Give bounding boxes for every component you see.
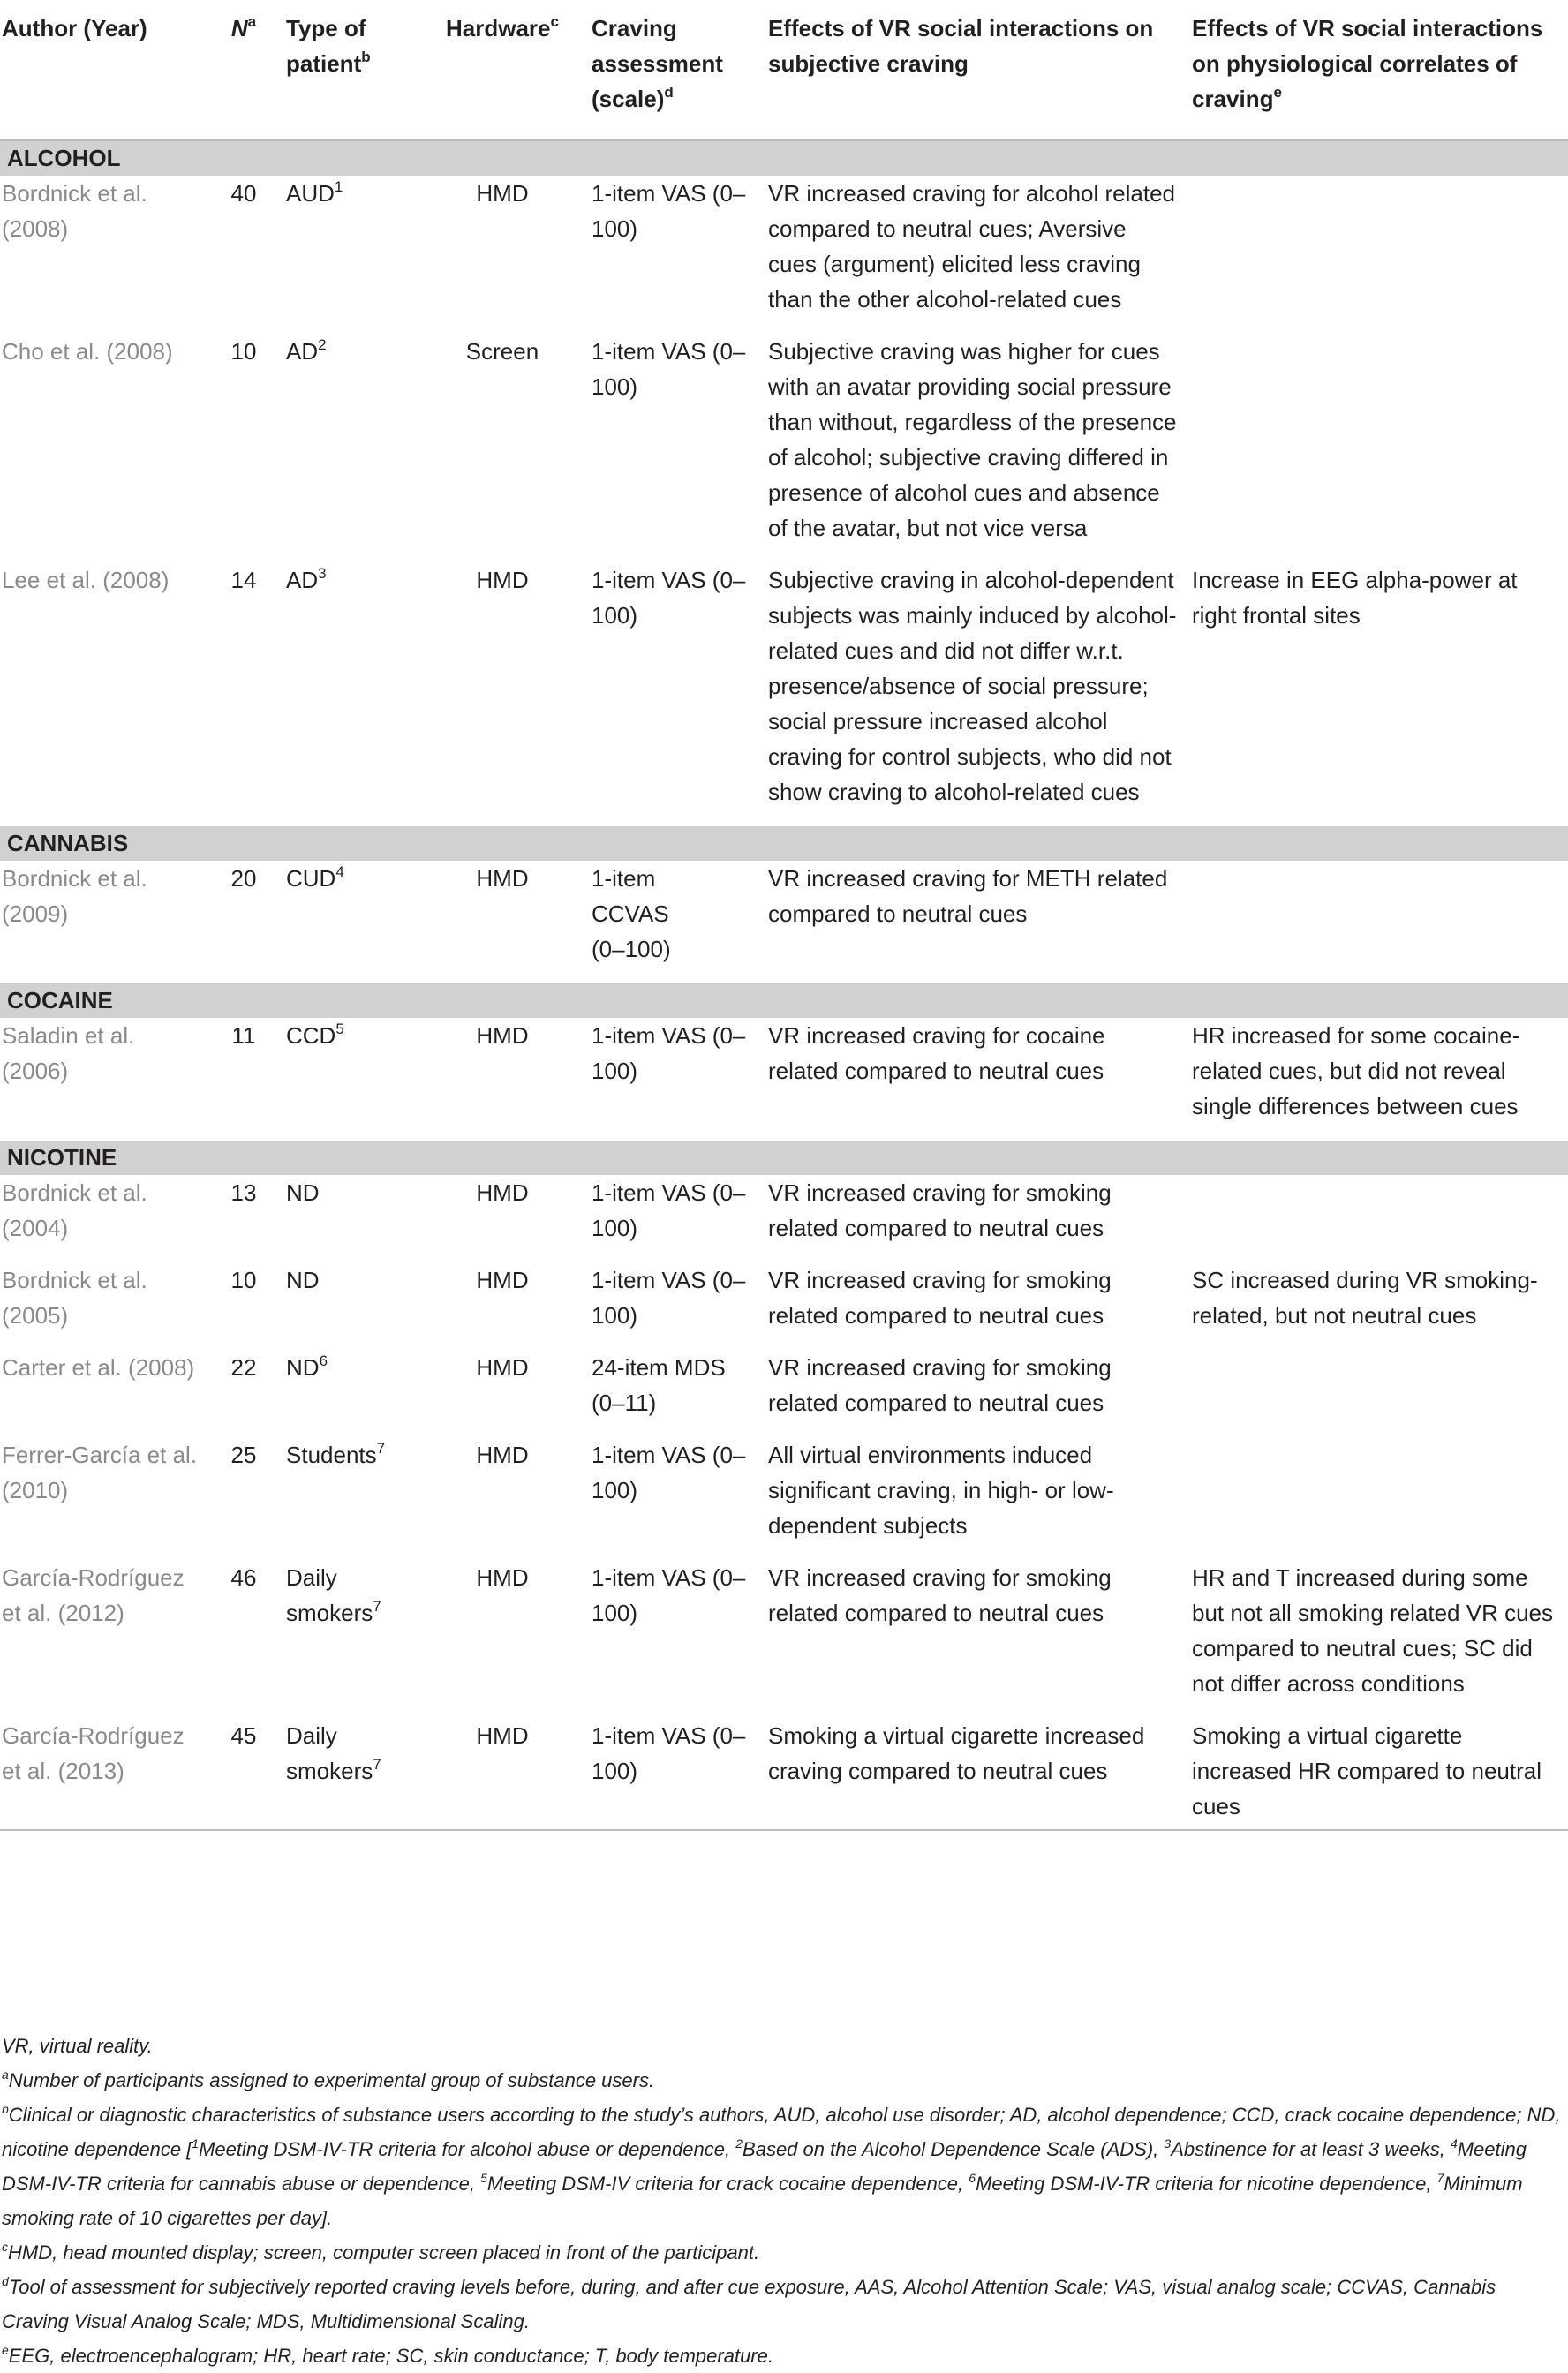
- cell-subjective: Subjective craving in alcohol-dependent subjects was mainly induced by alcohol-related cues and did not differ w.r.t. presence/absence of social pressure; social pressure increased alcohol craving for control subjects, who did not show craving to alcohol-related cues: [768, 567, 1177, 805]
- cell-physio: HR and T increased during some but not all smoking related VR cues compared to neutral cues; SC did not differ across conditions: [1192, 1564, 1553, 1697]
- cell-author: Carter et al. (2008): [2, 1354, 195, 1381]
- col-craving-header: Craving assessment (scale)$^d$: [592, 15, 723, 112]
- section-label: NICOTINE: [0, 1141, 1568, 1175]
- cell-author: Bordnick et al. (2008): [2, 180, 147, 242]
- section-cannabis: [0, 826, 1568, 861]
- cell-subjective: VR increased craving for cocaine related compared to neutral cues: [768, 1022, 1105, 1084]
- footnote-e: $^e$EEG, electroencephalogram; HR, heart rate; SC, skin conductance; T, body temperature.: [2, 2343, 773, 2367]
- table-row: [0, 1175, 1568, 1262]
- cell-subjective: VR increased craving for smoking related compared to neutral cues: [768, 1267, 1112, 1329]
- cell-subjective: VR increased craving for smoking related compared to neutral cues: [768, 1179, 1112, 1241]
- cell-physio: [1185, 1350, 1568, 1437]
- col-author-header: Author (Year): [2, 15, 147, 41]
- cell-n: 10: [230, 1267, 257, 1293]
- cell-n: 14: [230, 567, 257, 593]
- cell-patient: $AD^2$: [286, 336, 327, 365]
- col-hardware-header: Hardware$^c$: [446, 13, 559, 41]
- cell-physio: [1185, 861, 1568, 983]
- cell-n: 40: [230, 180, 257, 207]
- cell-physio: [1185, 1437, 1568, 1560]
- cell-patient: Daily smokers$^7$: [279, 1718, 420, 1830]
- footnote-d: $^d$Tool of assessment for subjectively reported craving levels before, during, and after cue exposure, AAS, Alcohol Attention Scale; VAS, visual analog scale; CCVAS, Cannabis Craving Visual Analog Scale; MDS, Multidimensional Scaling.: [2, 2274, 1496, 2332]
- cell-patient: AUD$^1$: [286, 178, 343, 207]
- cell-patient: ND: [286, 1179, 320, 1206]
- cell-assessment: 1-item VAS (0–100): [592, 1442, 746, 1503]
- col-n-header: $N^a$: [230, 13, 257, 41]
- cell-hardware: HMD: [476, 1564, 529, 1591]
- cell-hardware: HMD: [476, 567, 529, 593]
- table-footnotes: [2, 2029, 1564, 2373]
- cell-assessment: 1-item VAS (0–100): [592, 1267, 746, 1329]
- cell-patient: $AD^3$: [286, 565, 327, 593]
- cell-n: 46: [230, 1564, 257, 1591]
- cell-hardware: HMD: [476, 1354, 529, 1381]
- cell-hardware: HMD: [476, 1179, 529, 1206]
- cell-physio: HR increased for some cocaine-related cues, but did not reveal single differences between cues: [1192, 1022, 1520, 1119]
- cell-assessment: 1-item VAS (0–100): [592, 180, 746, 242]
- cell-n: 13: [230, 1179, 257, 1206]
- table-row: [0, 334, 1568, 562]
- cell-assessment: 1-item VAS (0–100): [592, 1564, 746, 1626]
- table-row: [0, 1560, 1568, 1718]
- cell-n: 22: [230, 1354, 257, 1381]
- cell-assessment: 1-item CCVAS (0–100): [592, 865, 671, 962]
- cell-n: 25: [230, 1442, 257, 1468]
- footnote-b: $^b$Clinical or diagnostic characteristics of substance users according to the study’s authors, AUD, alcohol use disorder; AD, alcohol dependence; CCD, crack cocaine dependence; ND, nicotine dependence [$^1$Meeting DSM-IV-TR criteria for alcohol abuse or dependence, $^2$Based on the Alcohol Dependence Scale (ADS), $^3$Abstinence for at least 3 weeks, $^4$Meeting DSM-IV-TR criteria for cannabis abuse or dependence, $^5$Meeting DSM-IV criteria for crack cocaine dependence, $^6$Meeting DSM-IV-TR criteria for nicotine dependence, $^7$Minimum smoking rate of 10 cigarettes per day].: [2, 2102, 1561, 2229]
- cell-subjective: VR increased craving for smoking related compared to neutral cues: [768, 1354, 1112, 1416]
- table-row: [0, 1437, 1568, 1560]
- cell-patient: Students$^7$: [286, 1440, 386, 1468]
- col-subjective-header: Effects of VR social interactions on subjective craving: [768, 15, 1154, 77]
- cell-patient: ND: [286, 1267, 320, 1293]
- cell-subjective: VR increased craving for alcohol related compared to neutral cues; Aversive cues (argument) elicited less craving than the other alcohol-related cues: [768, 180, 1176, 313]
- cell-hardware: HMD: [476, 1442, 529, 1468]
- cell-author: García-Rodríguez et al. (2013): [0, 1718, 208, 1830]
- cell-physio: [1185, 176, 1568, 334]
- cell-subjective: Subjective craving was higher for cues with an avatar providing social pressure than without, regardless of the presence of alcohol; subjective craving differed in presence of alcohol cues and absence of the avatar, but not vice versa: [768, 338, 1177, 541]
- cell-author: García-Rodríguez et al. (2012): [2, 1564, 185, 1626]
- footnote-c: $^c$HMD, head mounted display; screen, computer screen placed in front of the participant.: [2, 2240, 760, 2264]
- section-label: ALCOHOL: [0, 140, 1568, 176]
- cell-assessment: 1-item VAS (0–100): [592, 338, 746, 400]
- table-header-row: [0, 0, 1568, 140]
- cell-author: Lee et al. (2008): [2, 567, 170, 593]
- cell-hardware: HMD: [420, 1718, 584, 1830]
- cell-n: 20: [230, 865, 257, 892]
- cell-hardware: HMD: [476, 1267, 529, 1293]
- table-row: [0, 176, 1568, 334]
- table-row: [0, 861, 1568, 983]
- section-label: COCAINE: [0, 983, 1568, 1018]
- cell-assessment: 1-item VAS (0–100): [592, 1179, 746, 1241]
- cell-patient: Daily smokers$^7$: [286, 1564, 381, 1626]
- cell-physio: SC increased during VR smoking-related, but not neutral cues: [1192, 1267, 1538, 1329]
- cell-subjective: Smoking a virtual cigarette increased craving compared to neutral cues: [761, 1718, 1185, 1830]
- footnote-vr: VR, virtual reality.: [2, 2035, 153, 2057]
- cell-subjective: VR increased craving for smoking related compared to neutral cues: [768, 1564, 1112, 1626]
- table-row: [0, 1350, 1568, 1437]
- cell-patient: CCD$^5$: [286, 1021, 344, 1049]
- col-physio-header: Effects of VR social interactions on physiological correlates of craving$^e$: [1192, 15, 1543, 112]
- table-row: [0, 562, 1568, 826]
- cell-n: 11: [231, 1022, 256, 1049]
- cell-physio: [1185, 334, 1568, 562]
- section-label: CANNABIS: [0, 826, 1568, 861]
- table-row: [0, 1018, 1568, 1141]
- cell-hardware: HMD: [476, 180, 529, 207]
- footnote-a: $^a$Number of participants assigned to experimental group of substance users.: [2, 2068, 655, 2091]
- cell-hardware: HMD: [476, 865, 529, 892]
- cell-author: Ferrer-García et al. (2010): [2, 1442, 198, 1503]
- table-row: [0, 1262, 1568, 1350]
- cell-n: 45: [208, 1718, 279, 1830]
- cell-author: Saladin et al. (2006): [2, 1022, 135, 1084]
- cell-assessment: 1-item VAS (0–100): [592, 567, 746, 629]
- cell-subjective: VR increased craving for METH related compared to neutral cues: [768, 865, 1168, 927]
- cell-author: Cho et al. (2008): [2, 338, 173, 365]
- cell-assessment: 24-item MDS (0–11): [592, 1354, 726, 1416]
- cell-author: Bordnick et al. (2004): [2, 1179, 147, 1241]
- cell-author: Bordnick et al. (2009): [2, 865, 147, 927]
- cell-physio: Smoking a virtual cigarette increased HR compared to neutral cues: [1185, 1718, 1568, 1830]
- cell-hardware: Screen: [465, 338, 539, 365]
- section-cocaine: [0, 983, 1568, 1018]
- cell-subjective: All virtual environments induced significant craving, in high- or low-dependent subjects: [768, 1442, 1114, 1539]
- col-patient-header: Type of patient$^b$: [286, 15, 371, 77]
- cell-author: Bordnick et al. (2005): [2, 1267, 147, 1329]
- table-row: [0, 1718, 1568, 1830]
- cell-physio: Increase in EEG alpha-power at right frontal sites: [1192, 567, 1518, 629]
- cell-hardware: HMD: [476, 1022, 529, 1049]
- section-alcohol: [0, 140, 1568, 176]
- cell-physio: [1185, 1175, 1568, 1262]
- cell-assessment: 1-item VAS (0–100): [592, 1022, 746, 1084]
- section-nicotine: [0, 1141, 1568, 1175]
- cell-patient: $ND^6$: [286, 1352, 328, 1381]
- cell-patient: CUD$^4$: [286, 863, 344, 892]
- cell-n: 10: [230, 338, 257, 365]
- cell-assessment: 1-item VAS (0–100): [584, 1718, 761, 1830]
